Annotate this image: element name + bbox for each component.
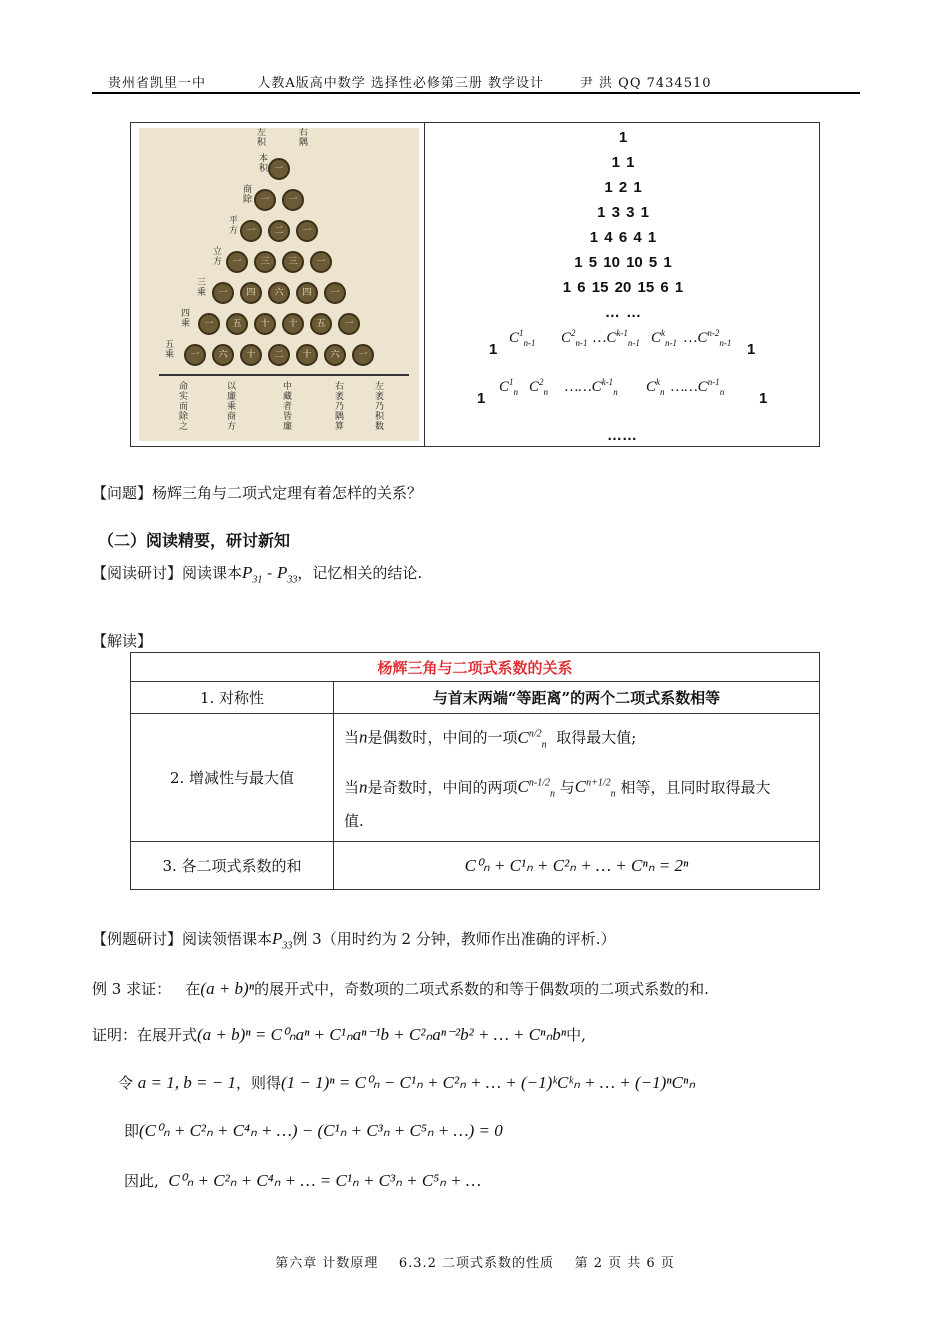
triangle-coin: 二: [268, 220, 290, 242]
triangle-coin: 五: [310, 313, 332, 335]
proof-line4: 因此, C⁰ₙ + C²ₙ + C⁴ₙ + … = C¹ₙ + C³ₙ + C⁵ₙ + …: [124, 1171, 481, 1190]
comb-term: $\dots\dots C^{n-1}_n$: [671, 377, 725, 397]
example3-statement: 例 3 求证： 在(a + b)ⁿ的展开式中，奇数项的二项式系数的和等于偶数项的二项式系数的和.: [92, 979, 709, 998]
triangle-coin: 一: [352, 344, 374, 366]
triangle-row: 1: [618, 129, 628, 146]
illustration-label: 商除: [243, 185, 253, 205]
table-cell: [334, 842, 820, 890]
triangle-ellipsis: ……: [607, 427, 637, 444]
triangle-coin: 六: [268, 282, 290, 304]
section-title: （二）阅读精要，研讨新知: [98, 531, 291, 550]
comb-term: $\dots\dots C^{k-1}_n$: [565, 377, 618, 397]
comb-term: $C^2_{n-1}$: [561, 328, 588, 348]
triangle-coin: 十: [282, 313, 304, 335]
example-intro: 【例题研讨】阅读领悟课本$P_{33}$例 3（用时约为 2 分钟，教师作出准确的评析.）: [92, 929, 616, 952]
triangle-coin: 四: [240, 282, 262, 304]
sum-formula: C⁰ₙ + C¹ₙ + C²ₙ + … + Cⁿₙ = 2ⁿ: [464, 855, 689, 875]
illustration-label: 左积: [257, 128, 267, 148]
illustration-label: 中藏者皆廉: [283, 382, 293, 432]
triangle-coin: 五: [226, 313, 248, 335]
comb-term: $C^1_n$: [499, 377, 519, 397]
comb-term: $\dots C^{n-2}_{n-1}$: [684, 328, 732, 348]
table-cell: 2. 增减性与最大值: [131, 714, 334, 842]
triangle-coin: 一: [282, 189, 304, 211]
page-header: 贵州省凯里一中 人教A版高中数学 选择性必修第三册 教学设计 尹 洪 QQ 7434510: [108, 76, 712, 91]
table-cell: 与首末两端“等距离”的两个二项式系数相等: [334, 682, 820, 714]
triangle-coin: 十: [254, 313, 276, 335]
comb-term: $C^2_n$: [529, 377, 549, 397]
triangle-coin: 四: [296, 282, 318, 304]
illustration-label: 右袤乃隅算: [335, 382, 345, 432]
comb-term: $C^1_{n-1}$: [509, 328, 536, 348]
jiedu-label: 【解读】: [92, 632, 153, 650]
table-cell: 1. 对称性: [131, 682, 334, 714]
illustration-rule: [159, 374, 409, 376]
relation-table: [130, 652, 820, 890]
triangle-coin: 六: [324, 344, 346, 366]
triangle-coin: 六: [212, 344, 234, 366]
table-title: 杨辉三角与二项式系数的关系: [131, 653, 820, 682]
triangle-row: 1 3 3 1: [597, 204, 649, 221]
triangle-coin: 三: [282, 251, 304, 273]
triangle-coin: 一: [310, 251, 332, 273]
illustration-label: 以廉乘商方: [227, 382, 237, 432]
illustration-label: 左袤乃积数: [375, 382, 385, 432]
illustration-label: 命实而除之: [179, 382, 189, 432]
triangle-coin: 一: [212, 282, 234, 304]
triangle-lead: 1: [477, 390, 486, 407]
triangle-coin: 一: [254, 189, 276, 211]
triangle-row: … …: [604, 304, 642, 321]
triangle-coin: 一: [338, 313, 360, 335]
triangle-coin: 一: [240, 220, 262, 242]
illustration-label: 平方: [229, 216, 239, 236]
yanghui-table: [130, 122, 820, 447]
triangle-coin: 一: [184, 344, 206, 366]
illustration-label: 四乘: [181, 309, 191, 329]
triangle-coin: 一: [296, 220, 318, 242]
illustration-label: 五乘: [165, 340, 175, 360]
proof-line2: 令 a = 1, b = − 1，则得(1 − 1)ⁿ = C⁰ₙ − C¹ₙ + C²ₙ + … + (−1)ᵏCᵏₙ + … + (−1)ⁿCⁿₙ: [118, 1073, 696, 1092]
illustration-label: 三乘: [197, 278, 207, 298]
proof-line1: 证明：在展开式(a + b)ⁿ = C⁰ₙaⁿ + C¹ₙaⁿ⁻¹b + C²ₙaⁿ⁻²b² + … + Cⁿₙbⁿ中,: [92, 1025, 586, 1044]
triangle-coin: 三: [254, 251, 276, 273]
header-rule: [92, 92, 860, 94]
illustration-label: 右隅: [299, 128, 309, 148]
triangle-coin: 一: [324, 282, 346, 304]
comb-term: $C^k_n$: [646, 377, 665, 397]
triangle-row: 1 6 15 20 15 6 1: [562, 279, 684, 296]
illustration-label: 本积: [259, 154, 269, 174]
triangle-coin: 十: [240, 344, 262, 366]
yanghui-illustration: [139, 128, 419, 441]
triangle-row: 1 5 10 10 5 1: [574, 254, 672, 271]
page-footer: 第六章 计数原理 6.3.2 二项式系数的性质 第 2 页 共 6 页: [275, 1256, 675, 1271]
triangle-row: 1 4 6 4 1: [589, 229, 657, 246]
comb-term: $\dots C^{k-1}_{n-1}$: [593, 328, 640, 348]
triangle-coin: 一: [226, 251, 248, 273]
proof-line3: 即(C⁰ₙ + C²ₙ + C⁴ₙ + …) − (C¹ₙ + C³ₙ + C⁵ₙ + …) = 0: [124, 1121, 503, 1140]
pascal-triangle: [425, 123, 821, 325]
comb-term: $C^k_{n-1}$: [651, 328, 678, 348]
triangle-coin: 一: [198, 313, 220, 335]
triangle-lead: 1: [489, 341, 498, 358]
triangle-tail: 1: [759, 390, 768, 407]
triangle-coin: 十: [296, 344, 318, 366]
question-text: 【问题】杨辉三角与二项式定理有着怎样的关系？: [92, 484, 423, 502]
triangle-row: 1 2 1: [604, 179, 642, 196]
reading-line: 【阅读研讨】阅读课本$P_{31} - P_{33}$，记忆相关的结论.: [92, 563, 423, 586]
table-cell: 3. 各二项式系数的和: [131, 842, 334, 890]
triangle-row: 1 1: [611, 154, 635, 171]
triangle-tail: 1: [747, 341, 756, 358]
illustration-label: 立方: [213, 247, 223, 267]
triangle-coin: 二: [268, 344, 290, 366]
triangle-coin: 一: [268, 158, 290, 180]
table-cell: 当n是偶数时，中间的一项$C^{n/2}_n$ 取得最大值; 当n是奇数时，中间的两项$C^{n-1/2}_n$ 与$C^{n+1/2}_n$ 相等，且同时取得最大 值.: [334, 714, 820, 842]
